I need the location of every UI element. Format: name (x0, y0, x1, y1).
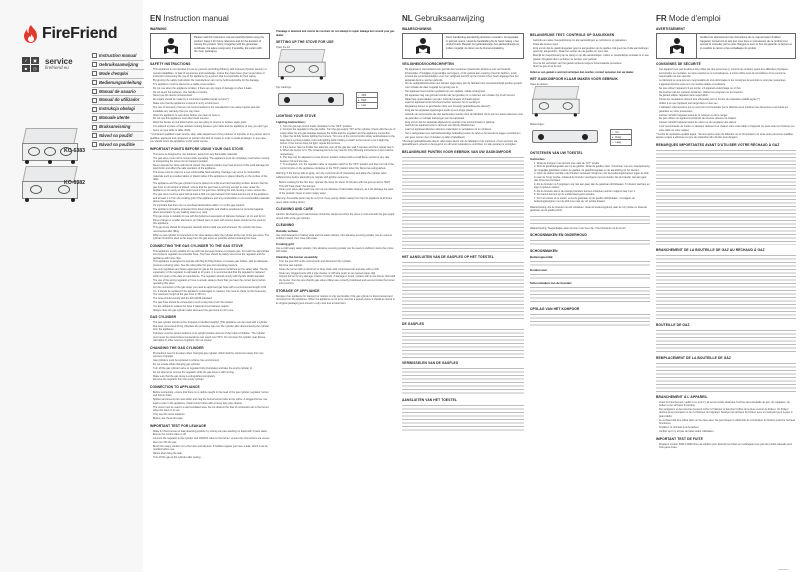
list-item: · Do not touch hot surfaces. Use handles or knobs. (150, 91, 270, 95)
lighting-heading: LIGHTING YOUR STOVE (276, 114, 317, 118)
list-item: · Use only regulators and hoses approved for gas at the pressures mentioned on the safety label. The life expectancy of the regulator is estimated at 10 years. It is recommended that the regulator is replaced within 10 years of the date of manufacture. The regulator should comply with the EN 16129 standard. (150, 268, 270, 279)
step-item: 7. To extinguish, turn the regulator valve or regulator switch to the 'OFF' position and then turn all of the control knobs on the appliance clockwise to the 'OFF' position when the flame has extinguished. (280, 163, 394, 170)
cylinder-body (402, 328, 524, 358)
list-item: · Dit apparaat mag niet gebruikt worden als het gevallen is, er tekenen van schade zijn of als het lekt. (402, 94, 524, 98)
step-item: 1. Draai de knoppen met de klok mee naar de "UIT" positie. (534, 161, 600, 165)
list-item: · This appliance is designed to operate with 5kg till 15kg butane or propane gas bottles, with an adequate pressure reducing valve. See the rating label for gas and operating pressure. (150, 260, 270, 267)
step-item: 3. Open de deksel voordat u de branders ontsteekt. Draai een van de bedieningsknoppen tegen de klok in naar de 'hoog' positie, ontsteek de brander vervolgens met een lucifer. Als de brander niet aan gaat dan dit proces herhalen. (534, 172, 649, 183)
list-item: · It is advised to place a heat resistant coating between your table and the appliance (it may you don't get burns on your table or table cloth). (150, 125, 270, 132)
paragraph (530, 260, 650, 267)
warning-box (656, 33, 796, 59)
language-item: Mode d'emploi (92, 70, 144, 79)
list-item: · Dit apparaat is niet bedoeld voor gebruik door personen (waaronder kinderen) met verminderde lichamelijke, zintuiglijke of geestelijke vermogens, of die gebrek aan ervaring of kennis hebben, tenzij iemand die verantwoordelijk is voor hun veiligheid toezicht op hen houdt of hen heeft uitgelegd hoe het apparaat dient te worden gebruikt. (402, 68, 524, 82)
list-item: · This appliance is not intended for use by persons (including children) with reduced physical, sensory or mental capabilities, or lack of experience and knowledge, unless they have been given supervision or instruction concerning the use of the appliance by a person that is responsible for their safety. (150, 68, 270, 79)
list-item: · Make 2-3 fluid ounces of leak detecting solution by mixing one part washing up liquid with 3 parts water. (150, 430, 270, 434)
list-item: · Le fabricant ne sera pas tenu responsable de tous dommages si les consignes de sécurité ne sont pas respectées. (656, 79, 796, 83)
list-item: · Gebruik het apparaat nooit in de buurt van directe hittebronnen. (402, 124, 524, 128)
list-item: · Ne pas utiliser l'appareil s'il est tombé, s'il apparaît endommagé ou s'il fuit. (656, 87, 796, 91)
list-item: · Zorg ervoor dat het apparaat afgekoeld is voordat u het schoonmaakt en opbergt. (402, 121, 524, 125)
connecting-body (656, 254, 796, 320)
burner-cleaning-list (530, 286, 650, 304)
service-badge (22, 57, 73, 72)
list-item: · Allow the device to cool down before you are going to remove or replace spare parts. (150, 121, 270, 125)
cleaning-care-text: Caution: All cleaning and maintenance should be carried out when the stove is cool and with the gas supply turned OFF at the gas cylinder. (276, 213, 395, 220)
list-item: · Clean any clogged ports with a pipe cleaner or stiff wire (such as an opened paper clip). (276, 272, 396, 276)
safety-list (150, 68, 270, 132)
read-manual-icon (403, 34, 443, 58)
list-item: · Only use this stove outdoors. (150, 413, 270, 417)
list-item: · By ignoring the safety instructions the manufacturer can not be hold responsible for the damage. (150, 79, 270, 83)
list-item: · Clean the burner with a soft brush or blow clean with compressed air and wipe with a cloth. (276, 268, 396, 272)
language-item: Bruksanvisning (92, 123, 144, 132)
step-item: 5. Als de brander aan is de overige branders kunnen ontstoken worden volgens stap 3 en 4. (534, 189, 636, 193)
changing-heading: CHANGING THE GAS CYLINDER (150, 345, 204, 350)
nl-column-2 (530, 0, 650, 572)
list-item: · Reparaties dienen te geschieden door een bevoegd gekwalificeerde dienst(*). (402, 105, 524, 109)
list-item: · For the connection of the gas stove you need an approved gas hose with a recommended length of 80 cm. It should be replaced if the appliance is damaged or cracked. You need to check on this frequently. The maximum length of the gas hose is 150 cm. (150, 286, 270, 297)
list-item: · The appliance and the gas cylinder must be placed on a flat level hard standing surface. Ensure that the gas hose is not twisted or kinked, ensure that the gas hose is not long enough to enter under the appliance or its cavity as this could result in the gas hose catching fire and causing a more serious fire. (150, 182, 270, 193)
service-url: firefriend.eu (45, 64, 69, 70)
list-item: · When a new cylinder is connected to the stove always place the cylinder at the rear of the gas stove. The cylinder should be sited as far away from the gas stove as possible without straining the hose. (150, 234, 270, 241)
list-item: · It's important that there are no overhead obstructions within 1 m of the gas support. (150, 204, 270, 208)
step-item: 5. When the burner is lit. The remaining burners may now be lit by following instructions 3 and 4 above respectively. (280, 149, 394, 156)
list-item: · Gebruik van accessoires die niet aanbevolen worden door de fabrikant. Deze kunnen letsel opleveren voor de gebruiker en schade toebrengen aan het apparaat. (402, 113, 524, 120)
read-manual-icon (151, 34, 191, 58)
warning-text: Veuillez lire attentivement les instructions de ce manuel avant d'utiliser l'appareil. Conservez-le tant que vous êtes en possession de ce produit pour pouvoir le consulter par la suite. Rangez-le avec le bon de garantie, la facture et si possible le carton et les emballages du produit. (700, 36, 792, 50)
cleaning-care-body (530, 239, 650, 246)
list-item: · Il est recommandé de mettre un dessous résistant à la chaleur entre votre table et l'appareil (ce peut éviter les brûlures sur votre table ou votre nappe). (656, 125, 796, 132)
step-item: 6. De kranen kunnen op de sudderstand gezet worden. (534, 193, 596, 197)
cleaning-heading: SCHOONMAKEN (530, 249, 558, 254)
subheading: Cleaning the burner assembly: (276, 255, 319, 260)
list-item: · The appliance must be placed on a stable, level surface. (150, 83, 270, 87)
list-item: · Turn off the gas at the cylinder after testing. (150, 456, 270, 460)
language-item: Návod na použití (92, 132, 144, 141)
paragraph: Storage of an appliance for transport or indoors is only permissible if the gas cylinder is disconnected and removed from the appliance. When the appliance is not to be used for a period of time it should be stored in its original packaging and stored in a dry dust free environment. (276, 294, 395, 305)
brand-logo (22, 24, 117, 44)
list-item: · Spiders and insects can nest within and clog the burner/venturi tube at the orifice. A clogged burner can lead to a fire in the appliance. Clean burner tubes with a heavy duty pipe cleaner. (150, 398, 270, 405)
control-knob-icon (328, 97, 334, 103)
cover-panel (0, 0, 143, 572)
step-item: 7. Om het toestel uit te zetten, eerst de gaskraan op de gasfles dichtdraaien, vervolgens de bedieningsknoppen met de klok mee naar de 'uit' positie draaien. (534, 196, 635, 204)
changing-body (656, 362, 796, 392)
step-item: 3. Open the lid fully before lighting the burners. Turn one of the control knobs slowly anticlockwise to the large flame symbol position; hold until lighting while holding a match to the burner to let it alight the burner. If the burner does not light, repeat this process. (280, 135, 395, 145)
list-item: · All repairs should be made by a competent qualified repair service(*). (150, 98, 270, 102)
lighting-subheading: Lighting Instructions: (276, 120, 306, 124)
list-item: · Turn off the gas cylinder valve or regulator fully (clockwise) and take the empty cylinder of. (150, 367, 270, 371)
markings-label: Markeringen: (530, 122, 545, 126)
list-item: · Connect the regulator to the cylinder and ON/OFF valve to the burner; ensure the connections are secure then turn ON the gas. (150, 437, 270, 444)
language-item: Návod na použitie (92, 141, 144, 150)
list-item: · Zorg ervoor dat de gasdrukregelaar goed is aangesloten op de gasfles, bijk goed na of alle aansluitingen goed zijn aangesloten. Draai het ventiel van de gasfles en open dan. (530, 47, 650, 54)
list-item: · Precautions need to be taken when changing gas cylinder, which shall be carried out away from any sources of ignition. (150, 352, 270, 359)
changing-heading: VERWISSELEN VAN DE GASFLES (402, 360, 459, 365)
step-item: 2. Sluit de gasdrukregelaar aan op de gasfles. Draai de gasfles open. Controleer met een zeepoplossing op mogelijke gaslekken tussen de gasfles, de gasdrukregelaar en de aansluiting op het toestel. (534, 165, 650, 172)
service-icons (22, 57, 39, 72)
cylinder-heading: BOUTEILLE DE GAZ (656, 322, 690, 327)
service-label: service (45, 56, 73, 66)
list-item: · Gas cylinders must be replaced in a flame free environment. (150, 359, 270, 363)
language-item: Instrukcja obsługi (92, 105, 144, 114)
markings-table: ○ OFF ♦ High ⌂ Low (356, 92, 378, 109)
markings-table: ○ Uit ♦ Hoog ⌂ Laag (610, 129, 632, 146)
list-item: · Laissez refroidir l'appareil avant de retirer ou de remplacer des pièces. (656, 121, 796, 125)
section-title-fr: FR Mode d'emploi (656, 14, 721, 23)
list-item: · Vérifiez qu'il n'y ait pas de fuites avant l'utilisation. (656, 430, 796, 434)
fr-column (656, 0, 796, 572)
list-item: · The use of accessory that are not recommended by the manufacturer can cause injuries and will invalidate any warranty that you may have. (150, 106, 270, 113)
list-item: · Cylinders must be stored outdoors in an upright position and out of the reach of children. The cylinder must never be stored where temperatures can reach over 50°C. Do not store the cylinder near flames, pilot lights or other sources of ignition. Do not smoke! (150, 332, 270, 343)
list-item: · Avant le branchement, veillez à ce qu'il n'y ait aucun résidu obstruant l'embout de la bouteille de gaz, du régulateur, du brûleur et les arrivées du brûleur. (656, 401, 796, 408)
safety-footnote: * Competent qualified repair service: after sales department of the producer or importer or any person who is qualified, approved and competent to perform this kind of repairs in order to avoid all danger. In any case you should return the appliance to this repair service. (150, 133, 270, 144)
list-item: · The gas stove must be sited with at least a 300 mm gap between both sides and the top of the appliance and at least 1 m from the cooking grid of the appliance and any combustible or non-combustible materials above the appliance. (150, 193, 270, 204)
read-manual-icon (657, 34, 697, 58)
list-item: · Préparez environ 5060 à 9090 litres de solution pour détecter les fuites en mélangeant une part de produit vaisselle pour trois parts d'eau. (656, 443, 796, 450)
list-item: · Before connecting, ensure that there is no debris caught in the head of the gas cylinder, regulator, burner and burner inlets. (150, 391, 270, 398)
language-item: Manuale utente (92, 114, 144, 123)
list-item: · Des araignées et des insectes peuvent nicher à l'intérieur et boucher l'orifice de la buse venturi du brûleur. Un brûleur obstrué peut provoquer un feu à l'intérieur de l'appareil. Nettoyez les arrivées du brûleur avec un nettoyant pour tuyaux à grand débit. (656, 408, 796, 419)
setup-text: Open de deksel (530, 83, 548, 87)
list-item: · Ensure the control valve is off. (150, 433, 270, 437)
en-column-2 (276, 0, 396, 572)
en-column-1 (150, 0, 270, 572)
lighting-heading: ONTSTEKEN VAN UW TOESTEL (530, 151, 583, 156)
language-item: Bedienungsanleitung (92, 79, 144, 88)
lighting-warning: Warning: If the burner fails to ignite, turn the control knob off (clockwise) and allow the cylinder valve sufficient time before attempting to reignite with ignition sequence. (276, 172, 387, 179)
step-item: 6. The taps can be adjusted to a low simmer position marked with a small flame symbol or any rate between full and low rate. (280, 156, 390, 163)
top-view-stove-image (276, 91, 396, 111)
warning-heading: AVERTISSEMENT (656, 27, 686, 31)
list-item: · The gas hose should be connected in such a way that it can't be twisted. (150, 301, 270, 305)
list-item: · Gebruik een water-/zeepoplossing om alle aansluitingen te controleren op gaslekken. (530, 39, 650, 43)
control-knob-icon (284, 97, 290, 103)
list-item: · Always close the gas cylinder valve whenever the gas stove is not in use. (150, 309, 270, 313)
list-item: · Never operate the stove with the lid closed: the closed position may heat around at this mold damage the paint finish and affect the safe operation of the appliance. (150, 164, 270, 171)
list-item: · Remove pan support. (276, 264, 396, 268)
list-item: · Sluit het gas af na de test. (530, 65, 650, 69)
parts-warning: Waarschuwing: Toegankelijke delen kunnen zeer heet zijn. Houd kinderen uit de buurt! (530, 226, 626, 230)
cleaning-heading: CLEANING (276, 223, 295, 228)
model-number: KO-6383 (64, 148, 86, 154)
cleaning-care-heading: SCHOONMAKEN EN ONDERHOUD (530, 233, 587, 238)
safety-heading: VEILIGHEIDSVOORSCHRIFTEN (402, 62, 454, 66)
list-item: · Do not use this appliance near direct heat sources. (150, 117, 270, 121)
list-item: · You are obliged to replace the hose if national circumstances require. (150, 305, 270, 309)
list-item: · Laat het apparaat afkoelen alvorens onderdelen te verwijderen of te monteren. (402, 128, 524, 132)
list-item: · The hose should comply with the EN 16436 standard. (150, 297, 270, 301)
language-item: Gebruiksaanwijzing (92, 61, 144, 70)
list-item: · The use of the wrong regulator or hose is unsafe; always check that you have the correct items before operating this stove. (150, 279, 270, 286)
list-item: · Ne touchez pas les surfaces brûlantes. Utilisez les poignées ou les boutons. (656, 91, 796, 95)
safety-heading: SAFETY INSTRUCTIONS (150, 62, 191, 66)
storage-heading: STORAGE OF APPLIANCE (276, 288, 320, 293)
list-item: · Do not smoke while changing gas cylinder. (150, 363, 270, 367)
subheading: Cooking grid (276, 242, 294, 247)
before-use-body (530, 215, 650, 225)
list-item: · Inspect burner for any damage (cracks or holes). If damage is found, replace with a new burner. Reinstall the burner, then be sure that the gas valve orifices are correctly positioned and secured inside the burner inlet (venturi). (276, 275, 396, 286)
important-heading: IMPORTANT POINTS BEFORE USING YOUR GAS STOVE (150, 146, 244, 151)
warning-box (150, 33, 270, 59)
list-item: · Turn the gas OFF at the control knob and disconnect the cylinder. (276, 260, 396, 264)
top-markings-label: Top markings: (276, 85, 292, 89)
safety-footnote: * Centre de réparation qualifié agréé : Service après-vente du fabricant ou de l'importateur ou toute autre personne qualifiée, agréée et apte à effectuer ce type de réparation afin d'éviter tous dangers. (656, 132, 794, 140)
leakage-note: If leakage is detected and cannot be resolved, do not attempt to repair leakage but consult your gas dealer. (276, 30, 395, 37)
connecting-body (402, 261, 524, 319)
language-item: Manual do utilizador (92, 96, 144, 105)
step-item: 4. Als de brander na 5 pogingen nog niet aan gaat, dan de gaskraan dichtdraaien, 5 minuten wachten en stap 3 opnieuw starten. (534, 182, 650, 190)
list-item: · Ne pas utiliser cet appareil à proximité de sources directes de chaleur. (656, 117, 796, 121)
connecting-heading: BRANCHEMENT DE LA BOUTEILLE DE GAZ AU RÉCHAUD À GAZ (656, 247, 765, 252)
top-view-stove-image (530, 128, 650, 148)
flame-icon (22, 24, 40, 44)
warning-text: Deze handleiding aandachtig doorlezen voordat u het apparaat in gebruik neemt. Houd de handleiding bij de hand zolang u het product bezit. Bewaar het garantiebewijs, het aankoopbewijs en, indien mogelijk, de doos met de binnenverpakking. (446, 36, 520, 50)
warning-box (402, 33, 524, 59)
appliance-heading: AANSLUITEN VAN HET TOESTEL (402, 397, 458, 402)
list-item: · Make sure that the appliance is stored in a dry environment. (150, 102, 270, 106)
language-item: Instruction manual (92, 52, 144, 61)
subheading: Schoonmaken van de brander: (530, 281, 573, 286)
setup-heading: SETTING UP THE STOVE FOR USE (276, 40, 334, 44)
important-heading: REMARQUES IMPORTANTES AVANT D'UTILISER VOTRE RÉCHAUD À GAZ (656, 142, 780, 147)
language-list (92, 52, 144, 150)
cleaning-care-heading: CLEANING AND CARE (276, 207, 314, 212)
changing-body (402, 367, 524, 395)
leakage-heading: BELANGRIJKE TEST: CONTROLE OP GASLEKKEN (530, 33, 615, 37)
list-item: · Remove the regulator from the empty cylinder. (150, 378, 270, 382)
list-item: · This stove is designed for use outdoors, away from any flammable materials. (150, 153, 270, 157)
list-item: · Cet appareil n'est pas destiné à être utilisé par des personnes (y compris les enfants) ayant des difficultés physiques, sensorielles ou mentales, ou sans expérience et connaissance, à moins d'être sous la surveillance d'une personne responsable de leur sécurité. (656, 68, 796, 79)
step-item: 2. Connect the regulator to the gas bottle. Turn the gas supply 'ON' at the cylinder. Check with the use of soapy water for any gas leakage between the bottle and the regulator and the appliance connection. (280, 128, 396, 135)
important-body (656, 149, 796, 245)
leakage-note: Indien er een gaslek is wat niet verholpen kan worden, contact opnemen met uw dealer. (530, 70, 634, 74)
parts-warning: Warning: Accessible parts may be very hot. Keep young children away from the hot appliance at all times (even while cooling down). (276, 197, 392, 204)
box-icon: ▣ (31, 57, 39, 64)
section-title-en: EN Instruction manual (150, 14, 229, 23)
list-item: · Never use the device unsupervised. (150, 94, 270, 98)
warning-heading: WARNING (150, 27, 167, 31)
list-item: · Brush the soapy solution on to the hose and all joints. If bubbles appear you have a leak, which must be rectified before use. (150, 445, 270, 452)
nl-column-1 (402, 0, 524, 572)
stove-image-3-burner (22, 128, 80, 166)
list-item: · Make sure that the gas stove is extinguished completely. (150, 375, 270, 379)
list-item: · Do not attempt to remove the regulator while the gas stove is still running. (150, 371, 270, 375)
paragraph (530, 273, 650, 280)
clock-icon: ◷ (31, 65, 39, 72)
appliance-heading: CONNECTION TO APPLIANCE (150, 384, 200, 389)
list-item: · Toutes les réparations doivent être effectuées par un Centre de réparation qualifié agréé (*). (656, 98, 796, 102)
setup-text: Open the lid. (276, 46, 291, 49)
list-item: · Zorg dat het apparaat opgeborgen wordt op een droge plaats. (402, 109, 524, 113)
open-stove-image (276, 53, 396, 83)
list-item: · Before use check for leaks. (150, 417, 270, 421)
list-item: · This gas stove should be inspected carefully before initial use and whenever the cylinder has been reconnected after filling. (150, 226, 270, 233)
list-item: · Retest after fixing the leak. (150, 452, 270, 456)
list-item: · Het is aangeraden een warmtebestendige bekleding tussen de tafel en het toestel te leggen (voorkomen van geen sporen zien of vlekken op tafel of tafelkleed). (402, 132, 524, 139)
subheading: Kookrooster (530, 268, 548, 273)
list-item: · The stove must be used on a non-combustible hard standing. Damage may occur to combustible materials such as wooden tables or plastic tables if the appliance is placed directly on the surface of the table. (150, 171, 270, 182)
step-item: 4. If the burner has not lit after five attempts, turn off the gas tap, wait 5 minutes and then repeat step 3. (280, 145, 395, 149)
setup-heading: HET GASKOMFOOR KLAAR MAKEN VOOR GEBRUIK (530, 77, 618, 82)
paragraph: Use mild detergent or baking soda and hot water solution. Non abrasive scouring powder can be used on stubborn stains, then rinse with water. (276, 233, 393, 241)
list-item: · Do not use when the appliance is fallen, if there are any signs of damage or when it leaks. (150, 87, 270, 91)
subheading: Buitenoppervlak (530, 255, 553, 260)
language-item: Manual de usuario (92, 88, 144, 97)
list-item: · L'utilisation d'accessoires qui ne sont pas recommandés par le fabricant peut entraîner des blessures et annulera les garanties en votre possession. (656, 106, 796, 113)
list-item: · Allow the appliance to cool down before you clean or store it. (150, 114, 270, 118)
list-item: · N'utilisez ce réchaud qu'à l'extérieur. (656, 426, 796, 430)
appliance-body (402, 404, 524, 432)
list-item: · This gas stove is suitable for use with flat bottomed saucepans of diameter between 14 cm and 22 cm. Pans of larger or smaller diameters, pin based pans or pans with convex bases should not be used on this appliance. (150, 215, 270, 226)
list-item: · Laissez refroidir l'appareil avant de le nettoyer ou de le ranger. (656, 114, 796, 118)
section-title-nl: NL Gebruiksaanwijzing (402, 14, 485, 23)
safety-heading: CONSIGNES DE SÉCURITÉ (656, 62, 701, 66)
model-number: KO-6382 (64, 180, 86, 186)
cylinder-heading: DE GASFLES (402, 321, 425, 326)
list-item: · This appliance is only suitable for use with low pressure butane or propane gas. Fit it with the appropriate low pressure regulator via a flexible hose. The hose should be safely secured to the regulator and the appliance with hose clips. (150, 250, 270, 261)
list-item: · The gas cylinder should not be dropped or handled roughly! (This appliance can be used with a cylinder that does not exceed 15 kg.) Replace the protective cap over the cylinder after disconnecting the cylinder from the appliance. (150, 321, 270, 332)
list-item: · Laat het apparaat nooit onbeheerd achter wanneer het in werking is. (402, 101, 524, 105)
list-item: · Before cooking for the first time, operate the stove for about 10 minutes with the gas turned on HIGH. This will "heat clean" the burners. (276, 181, 396, 188)
connecting-heading: CONNECTING THE GAS CYLINDER TO THE GAS STOVE (150, 243, 243, 248)
list-item: · Draai alle kranen open. (530, 43, 650, 47)
brand-name: FireFriend (42, 25, 118, 42)
list-item: · The stove must be used in a well ventilated area. Do not obstruct the flow of combustion air to the burner when the stove is in use. (150, 406, 270, 413)
cylinder-body (656, 329, 796, 353)
appliance-heading: BRANCHEMENT À L'APPAREIL (656, 394, 708, 399)
list-item: · Ne jamais utiliser l'appareil sans supervision. (656, 94, 796, 98)
list-item: · Veillez à ce que l'appareil soit rangé dans un lieu sec. (656, 102, 796, 106)
list-item: · L'appareil doit être posé sur une surface stable et résistante. (656, 83, 796, 87)
page-edge-mark (778, 569, 788, 570)
step-item: 1. Turn the gas tap control knobs clockwise to the "OFF" position. (280, 124, 353, 128)
list-item: · Als de veiligheidsinstructies niet worden opgevolgd, kan de fabrikant niet verantwoordelijk worden gesteld voor schade die daar mogelijk het gevolg van is. (402, 82, 524, 89)
storage-body (530, 313, 650, 327)
subheading: Outside surface (276, 229, 298, 234)
important-body-placeholder (402, 156, 524, 252)
list-item: · The appliance should be protected from direct draughts and shall be positioned or protected against direct penetration by any leaking water (e.g. rain). (150, 208, 270, 215)
list-item: · The gas stove must not be moved while operating. The appliance must be completely cool before moving or transporting the stove into its transport position. (150, 157, 270, 164)
lighting-warning: Waarschuwing: Als de brander niet wil ontsteken, draai de bedieningsknop naar de 'uit' positie en draai de gaskraan op de gasfles dicht. (530, 205, 647, 213)
connecting-heading: HET AANSLUITEN VAN DE GASFLES OP HET TOESTEL (402, 254, 494, 259)
paragraph: Use a mild soapy water solution. Non abrasive scouring powder can be used on stubborn stains then rinse with water. (276, 246, 394, 254)
safety-footnote: * Bevoegd gekwalificeerde dienst: after-sales dienst van de fabrikant of de importeur, of een persoon die gekwalificeerd, erkend en bevoegd is om dit soort reparaties te verrichten om alle gevaren te vermijden. (402, 139, 518, 147)
connecting-list (150, 250, 270, 313)
truck-icon: ■ (22, 65, 30, 72)
lighting-subheading: Instructies: (530, 157, 546, 162)
tools-icon: ✓ (22, 57, 30, 64)
storage-heading: OPSLAG VAN HET KOMFOOR (530, 306, 580, 311)
list-item: · Bestrijk de zeepoplossing op de slang en op alle aansluitingen. Indien er zeepbelletjes ontstaan is er een gaslek. Dit gaslek dient verholpen te worden voor gebruik. (530, 54, 650, 61)
leakage-heading: IMPORTANT TEST FOR LEAKAGE (150, 423, 207, 428)
list-item: · Test na het verhelpen van het gaslek opnieuw volgens bovenstaande procedure. (530, 62, 650, 66)
warning-text: Please read this instruction manual carefully before using the product. Keep it for future reference and for the duration of owning the product. Store it together with the guarantee certificate, the sales receipt and, if possible, the carton with the inner packaging. (194, 36, 265, 54)
list-item: · Raak hete oppervlakken niet aan. Gebruik hendels of draaiknoppen. (402, 98, 524, 102)
leakage-heading: IMPORTANT TEST DE FUITE (656, 436, 703, 441)
list-item: · Het apparaat moet worden geplaatst op een stabiele, vlakke ondergrond. (402, 90, 524, 94)
warning-heading: WAARSCHUWING (402, 27, 432, 31)
list-item: · Clean your stove after each use. Do not use abrasive or flammable cleaners, as it will damage the paint of the product. Clean in warm soapy water. (276, 188, 396, 195)
list-item: · Le réchaud doit être utilisé dans un lieu bien aéré. Ne pas bloquer le débit d'air de combustion du brûleur quand le réchaud fonctionne. (656, 419, 796, 426)
cylinder-heading: GAS CYLINDER (150, 315, 177, 320)
open-stove-image (530, 90, 650, 120)
important-list (150, 153, 270, 241)
important-heading: BELANGRIJKE PUNTEN VOOR GEBRUIK VAN UW GASKOMFOOR (402, 149, 512, 154)
changing-heading: REMPLACEMENT DE LA BOUTEILLE DE GAZ (656, 355, 731, 360)
